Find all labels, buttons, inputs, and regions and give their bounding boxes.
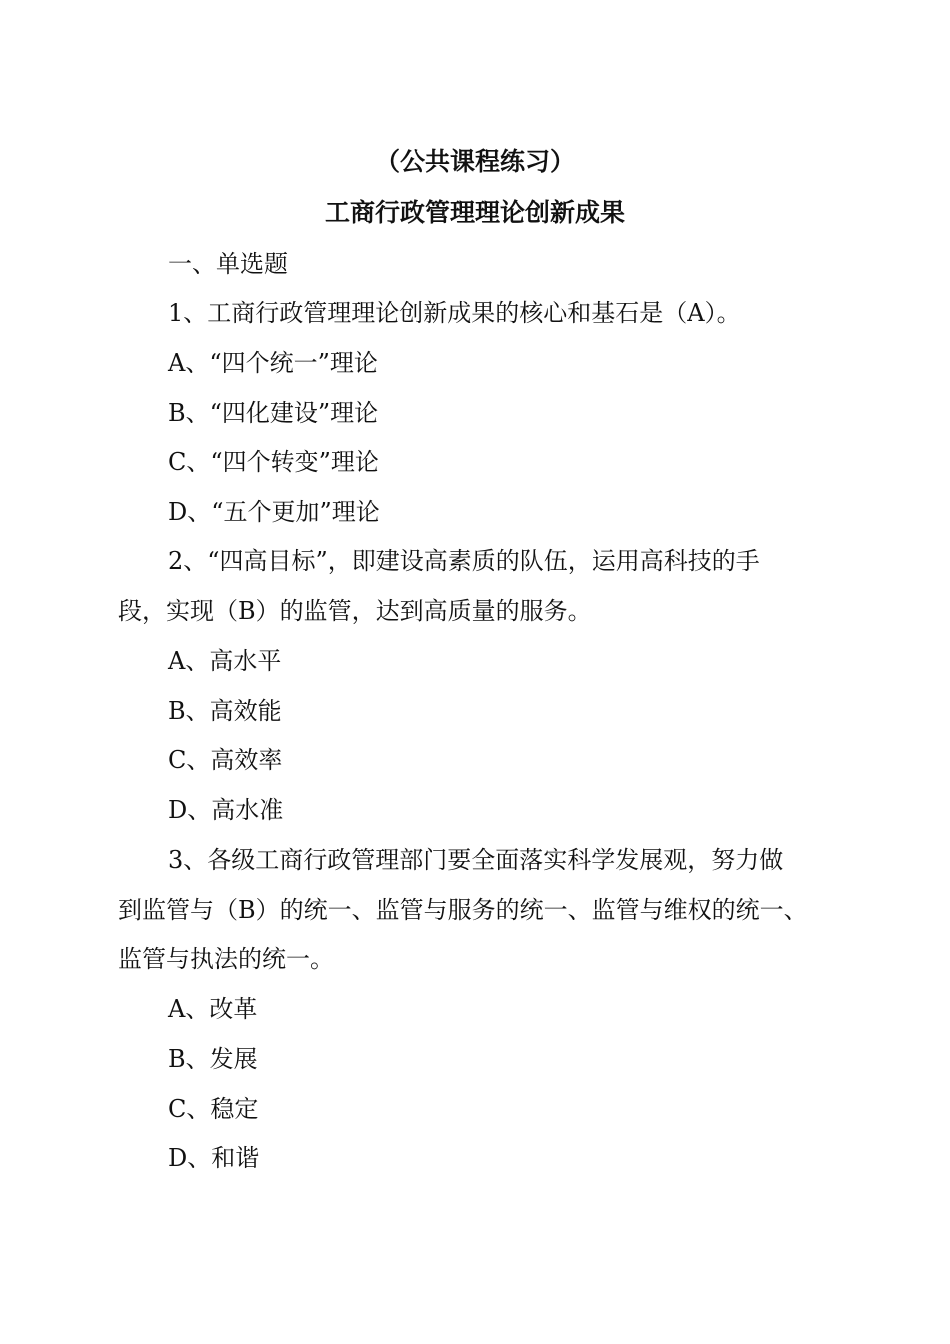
- document-subtitle: （公共课程练习）: [374, 147, 575, 176]
- question-2-text-line-2: 段，实现（B）的监管，达到高质量的服务。: [118, 597, 592, 625]
- question-3-text-line-3: 监管与执法的统一。: [118, 945, 334, 973]
- document-title: 工商行政管理理论创新成果: [324, 198, 625, 227]
- question-1-option-c: C、“四个转变”理论: [168, 448, 379, 476]
- question-1-text: 1、工商行政管理理论创新成果的核心和基石是（A）。: [168, 299, 741, 327]
- question-2-option-d: D、高水准: [168, 796, 284, 824]
- question-2-option-c: C、高效率: [168, 746, 283, 774]
- question-3-option-d: D、和谐: [168, 1144, 260, 1172]
- section-heading: 一、单选题: [168, 250, 288, 278]
- question-1-option-b: B、“四化建设”理论: [168, 399, 379, 427]
- question-3-option-b: B、发展: [168, 1045, 258, 1073]
- question-3-option-c: C、稳定: [168, 1095, 259, 1123]
- question-1-option-a: A、“四个统一”理论: [168, 349, 378, 377]
- question-2-text-line-1: 2、“四高目标”，即建设高素质的队伍，运用高科技的手: [168, 547, 760, 575]
- question-2-option-a: A、高水平: [168, 647, 282, 675]
- question-1-option-d: D、“五个更加”理论: [168, 498, 380, 526]
- question-3-text-line-2: 到监管与（B）的统一、监管与服务的统一、监管与维权的统一、: [118, 896, 808, 924]
- question-3-text-line-1: 3、各级工商行政管理部门要全面落实科学发展观，努力做: [168, 846, 784, 874]
- question-2-option-b: B、高效能: [168, 697, 282, 725]
- question-3-option-a: A、改革: [168, 995, 258, 1023]
